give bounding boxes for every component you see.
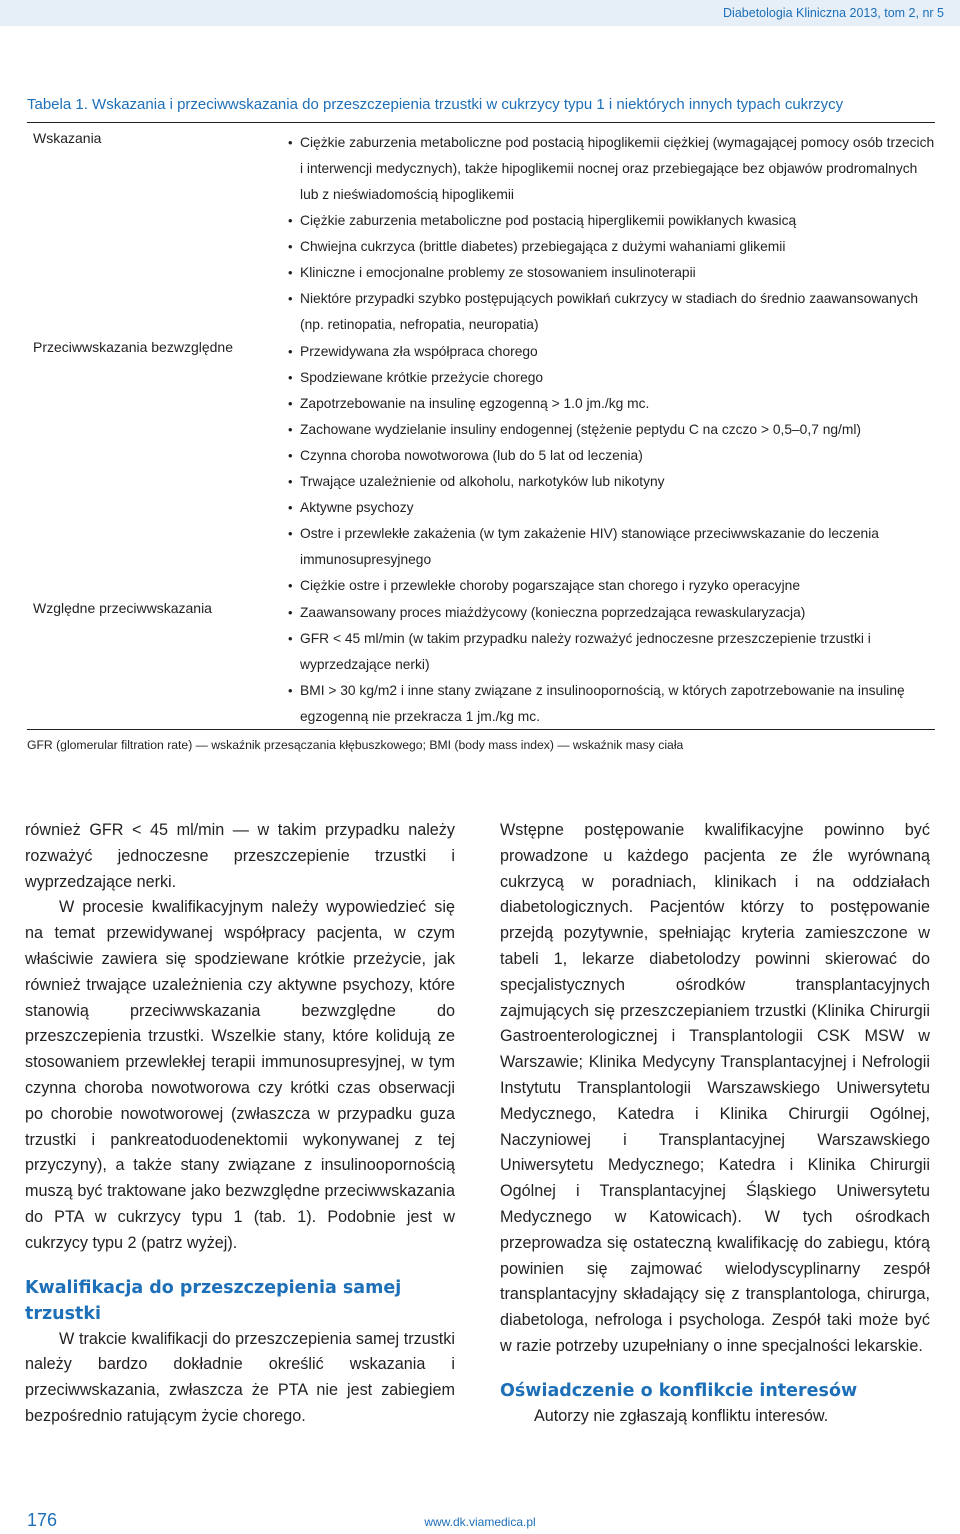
table-item: • Zachowane wydzielanie insuliny endogennej (stężenie peptydu C na czczo > 0,5–0,7 ng/ml) [288,417,938,443]
section-heading: Kwalifikacja do przeszczepienia samej trzustki [25,1277,402,1324]
text-column-right [500,818,930,1430]
table-item: • Ostre i przewlekłe zakażenia (w tym zakażenie HIV) stanowiące przeciwwskazanie do leczenia immunosupresyjnego [288,521,938,573]
table-item: • Niektóre przypadki szybko postępujących powikłań cukrzycy w stadiach do średnio zaawansowanych (np. retinopatia, nefropatia, neuropatia) [288,286,938,338]
table-item: • Przewidywana zła współpraca chorego [288,339,938,365]
journal-citation: Diabetologia Kliniczna 2013, tom 2, nr 5 [723,6,944,20]
section-label: Przeciwwskazania bezwzględne [33,339,233,355]
section-items [288,600,938,730]
table-item: • Spodziewane krótkie przeżycie chorego [288,365,938,391]
table-item: • Ciężkie zaburzenia metaboliczne pod postacią hiperglikemii powikłanych kwasicą [288,208,938,234]
table-item: • GFR < 45 ml/min (w takim przypadku należy rozważyć jednoczesne przeszczepienie trzustki i wyprzedzające nerki) [288,626,938,678]
section-label: Wskazania [33,130,102,146]
table-bottom-rule [27,729,935,730]
section-label: Względne przeciwwskazania [33,600,212,616]
table-item: • Aktywne psychozy [288,495,938,521]
section-items [288,339,938,599]
text-column-left [25,818,455,1430]
paragraph: również GFR < 45 ml/min — w takim przypadku należy rozważyć jednoczesne przeszczepienie trzustki i wyprzedzające nerki. [25,821,455,891]
table-item: • Czynna choroba nowotworowa (lub do 5 lat od leczenia) [288,443,938,469]
table-item: • Chwiejna cukrzyca (brittle diabetes) przebiegająca z dużymi wahaniami glikemii [288,234,938,260]
running-header [0,0,960,26]
table-title: Tabela 1. Wskazania i przeciwwskazania do przeszczepienia trzustki w cukrzycy typu 1 i niektórych innych typach cukrzycy [27,96,844,113]
section-items [288,130,938,338]
table-item: • Kliniczne i emocjonalne problemy ze stosowaniem insulinoterapii [288,260,938,286]
page-number: 176 [27,1510,58,1530]
paragraph: W trakcie kwalifikacji do przeszczepienia samej trzustki należy bardzo dokładnie określić wskazania i przeciwwskazania, zwłaszcza że PTA nie jest zabiegiem bezpośrednio ratującym życie chorego. [25,1329,455,1425]
table-item: • BMI > 30 kg/m2 i inne stany związane z insulinoopornością, w których zapotrzebowanie na insulinę egzogenną nie przekracza 1 jm./kg mc. [288,678,938,730]
table-item: • Trwające uzależnienie od alkoholu, narkotyków lub nikotyny [288,469,938,495]
footer-url-link[interactable]: www.dk.viamedica.pl [424,1515,536,1529]
table-item: • Ciężkie ostre i przewlekłe choroby pogarszające stan chorego i ryzyko operacyjne [288,573,938,599]
table-footnote: GFR (glomerular filtration rate) — wskaźnik przesączania kłębuszkowego; BMI (body mass index) — wskaźnik masy ciała [27,738,684,752]
table-top-rule [27,122,935,123]
table-item: • Zapotrzebowanie na insulinę egzogenną > 1.0 jm./kg mc. [288,391,938,417]
table-item: • Ciężkie zaburzenia metaboliczne pod postacią hipoglikemii ciężkiej (wymagającej pomocy osób trzecich i interwencji medycznych), także hipoglikemii nocnej oraz przebiegające bez objawów prodromalnych lub z nieświadomością hipoglikemii [288,130,938,208]
paragraph: W procesie kwalifikacyjnym należy wypowiedzieć się na temat przewidywanej współpracy pacjenta, w czym właściwie zawiera się spodziewane krótkie przeżycie, jak również trwające uzależnienia czy aktywne psychozy, które stanowią przeciwwskazania bezwzględne do przeszczepienia trzustki. Wszelkie stany, które kolidują ze stosowaniem przewlekłej terapii immunosupresyjnej, w tym czynna choroba nowotworowa czy krótki czas obserwacji po chorobie nowotworowej (zwłaszcza w przypadku guza trzustki i pankreatoduodenektomii wykonywanej z tej przyczyny), a także stany związane z insulinoopornością muszą być traktowane jako bezwzględne przeciwwskazania do PTA w cukrzycy typu 1 (tab. 1). Podobnie jest w cukrzycy typu 2 (patrz wyżej). [25,898,455,1252]
paragraph: Wstępne postępowanie kwalifikacyjne powinno być prowadzone u każdego pacjenta ze źle wyrównaną cukrzycą w poradniach, klinikach i na oddziałach diabetologicznych. Pacjentów którzy to postępowanie przejdą pozytywnie, spełniając kryteria zamieszczone w tabeli 1, lekarze diabetolodzy powinni skierować do specjalistycznych ośrodków transplantacyjnych zajmujących się przeszczepianiem trzustki (Klinika Chirurgii Gastroenterologicznej i Transplantologii CSK MSW w Warszawie; Klinika Medycyny Transplantacyjnej i Nefrologii Instytutu Transplantologii Warszawskiego Uniwersytetu Medycznego, Katedra i Klinika Chirurgii Ogólnej, Naczyniowej i Transplantacyjnej Warszawskiego Uniwersytetu Medycznego; Katedra i Klinika Chirurgii Ogólnej i Transplantacyjnej Śląskiego Uniwersytetu Medycznego w Katowicach). W tych ośrodkach przeprowadza się ostateczną kwalifikację do zabiegu, którą powinien się zajmować wielodyscyplinarny zespół transplantacyjny składający się z transplantologa, chirurga, diabetologa, nefrologa i psychologa. Zespół taki może być w razie potrzeby uzupełniany o inne specjalności lekarskie. [500,821,930,1355]
section-heading: Oświadczenie o konflikcie interesów [500,1380,858,1401]
table-item: • Zaawansowany proces miażdżycowy (konieczna poprzedzająca rewaskularyzacja) [288,600,938,626]
paragraph: Autorzy nie zgłaszają konfliktu interesów. [534,1406,829,1425]
